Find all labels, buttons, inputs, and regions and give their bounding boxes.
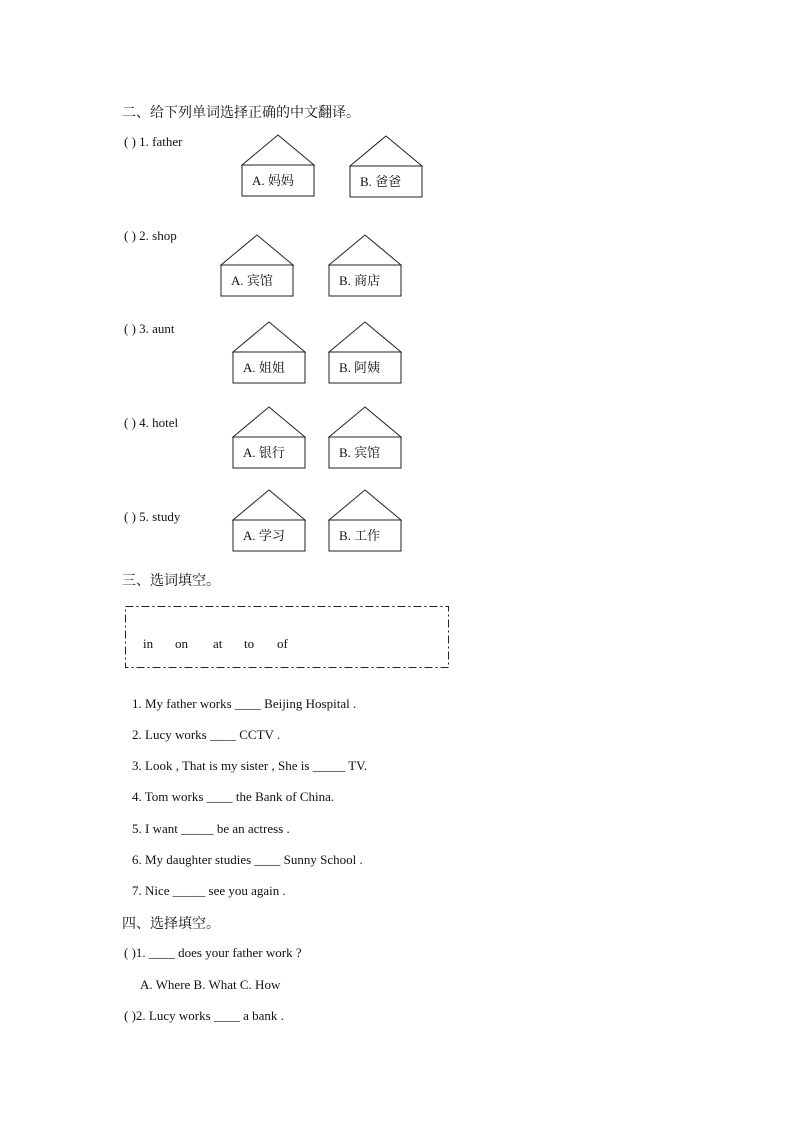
question-4-label: ( ) 4. hotel [124,415,179,430]
option-a-label: A. 姐姐 [243,360,285,375]
question-1-label: ( ) 1. father [124,134,183,149]
word-bank-item: in [143,636,154,651]
option-b-house[interactable] [329,406,403,470]
question-1-text: ( )1. ____ does your father work ? [124,945,302,960]
option-b-house[interactable] [350,135,424,199]
option-a-label: A. 宾馆 [231,273,273,288]
section2-heading: 二、给下列单词选择正确的中文翻译。 [122,106,360,121]
word-bank-item: on [175,636,188,651]
fill-blank-sentence: 5. I want _____ be an actress . [132,821,290,836]
option-b-label: B. 宾馆 [339,445,381,460]
option-a-label: A. 银行 [243,445,285,460]
option-a-label: A. 学习 [243,528,285,543]
question-2-text: ( )2. Lucy works ____ a bank . [124,1008,284,1023]
option-b-label: B. 工作 [339,528,381,543]
option-b-house[interactable] [329,234,403,298]
option-a-house[interactable] [233,406,307,470]
option-b-label: B. 商店 [339,273,381,288]
fill-blank-sentence: 4. Tom works ____ the Bank of China. [132,789,335,804]
question-2-label: ( ) 2. shop [124,228,177,243]
option-b-label: B. 爸爸 [360,174,402,189]
word-bank-item: at [213,636,223,651]
word-bank-item: to [244,636,255,651]
fill-blank-sentence: 3. Look , That is my sister , She is _____ TV. [132,758,368,773]
option-b-house[interactable] [329,321,403,385]
fill-blank-sentence: 1. My father works ____ Beijing Hospital . [132,696,357,711]
option-a-house[interactable] [233,489,307,553]
option-a-house[interactable] [233,321,307,385]
word-bank-box [125,606,449,668]
fill-blank-sentence: 7. Nice _____ see you again . [132,883,286,898]
option-b-label: B. 阿姨 [339,360,381,375]
option-a-house[interactable] [221,234,295,298]
section4-heading: 四、选择填空。 [122,917,220,932]
fill-blank-sentence: 2. Lucy works ____ CCTV . [132,727,281,742]
option-a-house[interactable] [242,134,316,198]
option-b-house[interactable] [329,489,403,553]
fill-blank-sentence: 6. My daughter studies ____ Sunny School . [132,852,363,867]
word-bank-item: of [277,636,288,651]
question-5-label: ( ) 5. study [124,509,181,524]
question-1-options: A. Where B. What C. How [140,977,281,992]
section3-heading: 三、选词填空。 [122,574,220,589]
question-3-label: ( ) 3. aunt [124,321,175,336]
option-a-label: A. 妈妈 [252,173,294,188]
